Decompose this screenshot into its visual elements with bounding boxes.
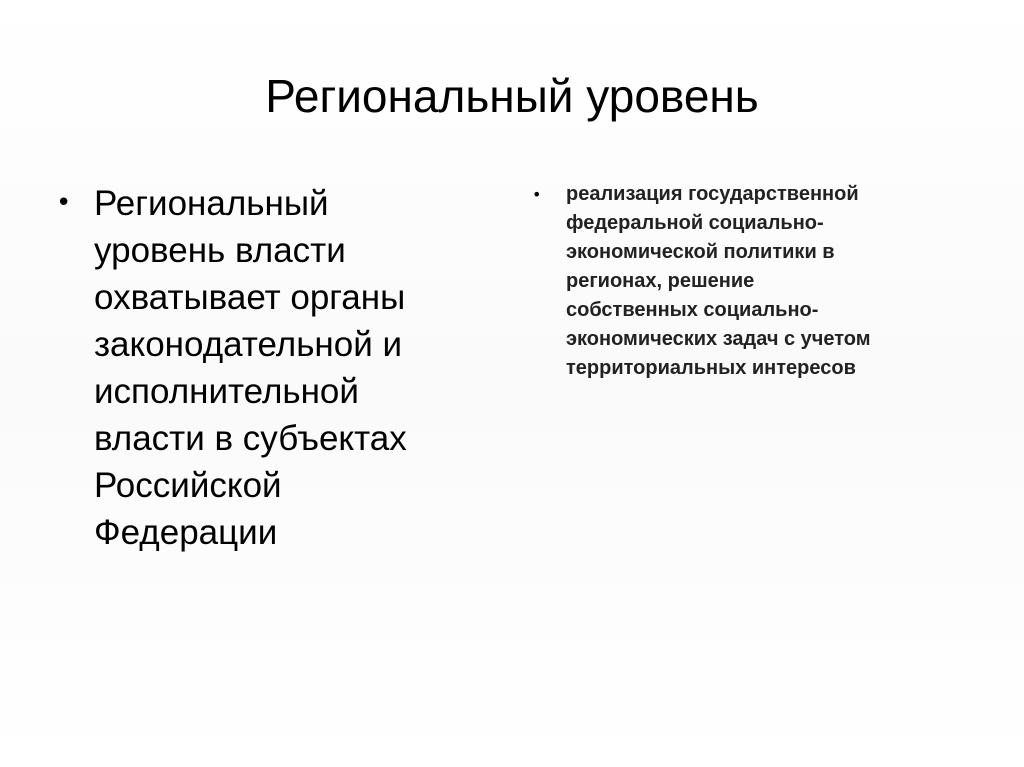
slide-title: Региональный уровень <box>265 70 759 122</box>
left-bullet-item <box>56 180 486 556</box>
bullet-dot-icon: • <box>532 185 542 204</box>
right-bullet-item <box>532 180 972 383</box>
right-bullet-text: реализация государственной федеральной социально- экономической политики в регионах, решение собственных социально- экономических задач с учетом территориальных интересов <box>566 183 871 379</box>
left-column <box>56 180 486 556</box>
bullet-dot-icon: • <box>56 188 72 218</box>
left-bullet-text: Региональный уровень власти охватывает органы законодательной и исполнительной власти в субъектах Российской Федерации <box>94 184 407 552</box>
right-column <box>532 180 972 383</box>
